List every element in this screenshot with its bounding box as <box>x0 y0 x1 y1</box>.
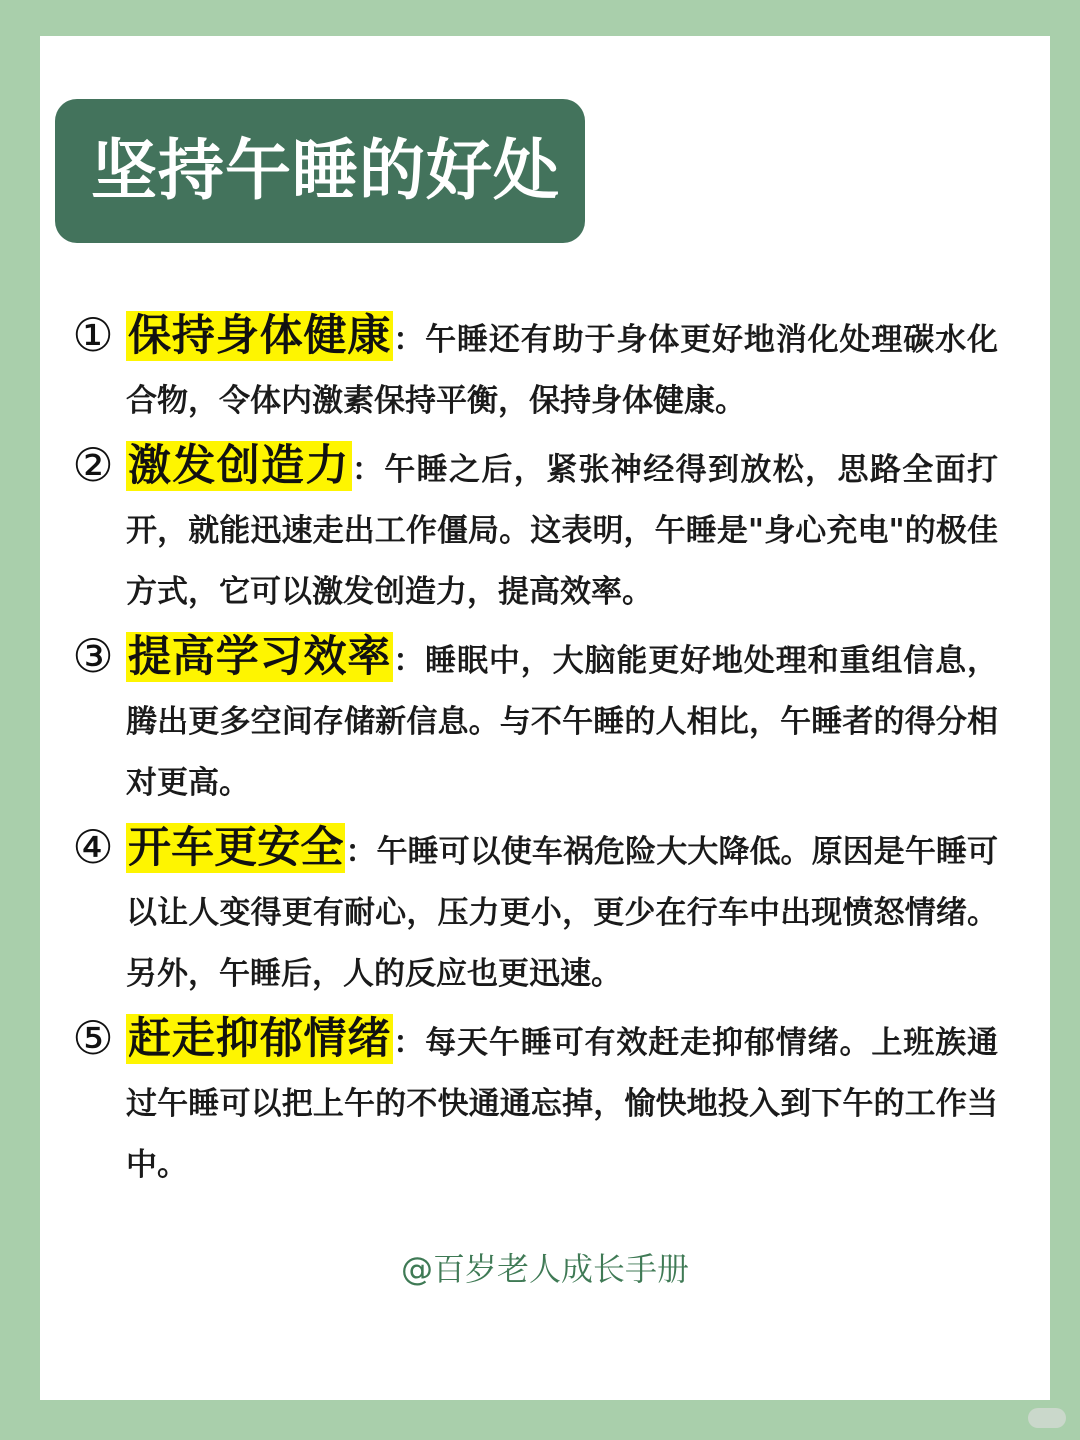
item-heading: 开车更安全 <box>128 823 344 873</box>
content-card <box>40 36 1050 1400</box>
item-number: ⑤ <box>72 1011 114 1065</box>
item-heading: 保持身体健康 <box>128 311 392 361</box>
item-number: ④ <box>72 820 114 874</box>
item-paragraph <box>126 306 998 432</box>
list-item <box>68 436 998 623</box>
item-heading: 提高学习效率 <box>128 632 392 682</box>
benefit-list <box>68 306 998 1200</box>
item-colon: ： <box>393 643 426 679</box>
watermark-logo <box>1028 1408 1066 1428</box>
list-item <box>68 306 998 432</box>
item-body: 睡眠中，大脑能更好地处理和重组信息，腾出更多空间存储新信息。与不午睡的人相比，午睡者的得分相对更高。 <box>126 643 998 801</box>
item-paragraph <box>126 1009 998 1196</box>
list-item <box>68 818 998 1005</box>
item-heading: 赶走抑郁情绪 <box>128 1014 392 1064</box>
item-colon: ： <box>393 322 426 358</box>
item-number: ③ <box>72 629 114 683</box>
item-body: 午睡还有助于身体更好地消化处理碳水化合物，令体内激素保持平衡，保持身体健康。 <box>126 322 998 419</box>
author-handle: @百岁老人成长手册 <box>400 1250 689 1288</box>
page-title: 坚持午睡的好处 <box>91 132 560 209</box>
item-body: 每天午睡可有效赶走抑郁情绪。上班族通过午睡可以把上午的不快通通忘掉，愉快地投入到下午的工作当中。 <box>126 1025 998 1183</box>
list-item <box>68 1009 998 1196</box>
item-body: 午睡之后，紧张神经得到放松，思路全面打开，就能迅速走出工作僵局。这表明，午睡是"身心充电"的极佳方式，它可以激发创造力，提高效率。 <box>126 452 998 610</box>
item-number: ② <box>72 438 114 492</box>
item-paragraph <box>126 436 998 623</box>
item-body: 午睡可以使车祸危险大大降低。原因是午睡可以让人变得更有耐心，压力更小，更少在行车中出现愤怒情绪。另外，午睡后，人的反应也更迅速。 <box>126 834 999 992</box>
item-colon: ： <box>345 834 377 870</box>
item-number: ① <box>72 308 114 362</box>
item-paragraph <box>126 818 998 1005</box>
item-heading: 激发创造力 <box>128 441 350 491</box>
title-banner <box>55 99 585 243</box>
item-paragraph <box>126 627 998 814</box>
item-colon: ： <box>393 1025 426 1061</box>
item-colon: ： <box>351 452 385 488</box>
list-item <box>68 627 998 814</box>
